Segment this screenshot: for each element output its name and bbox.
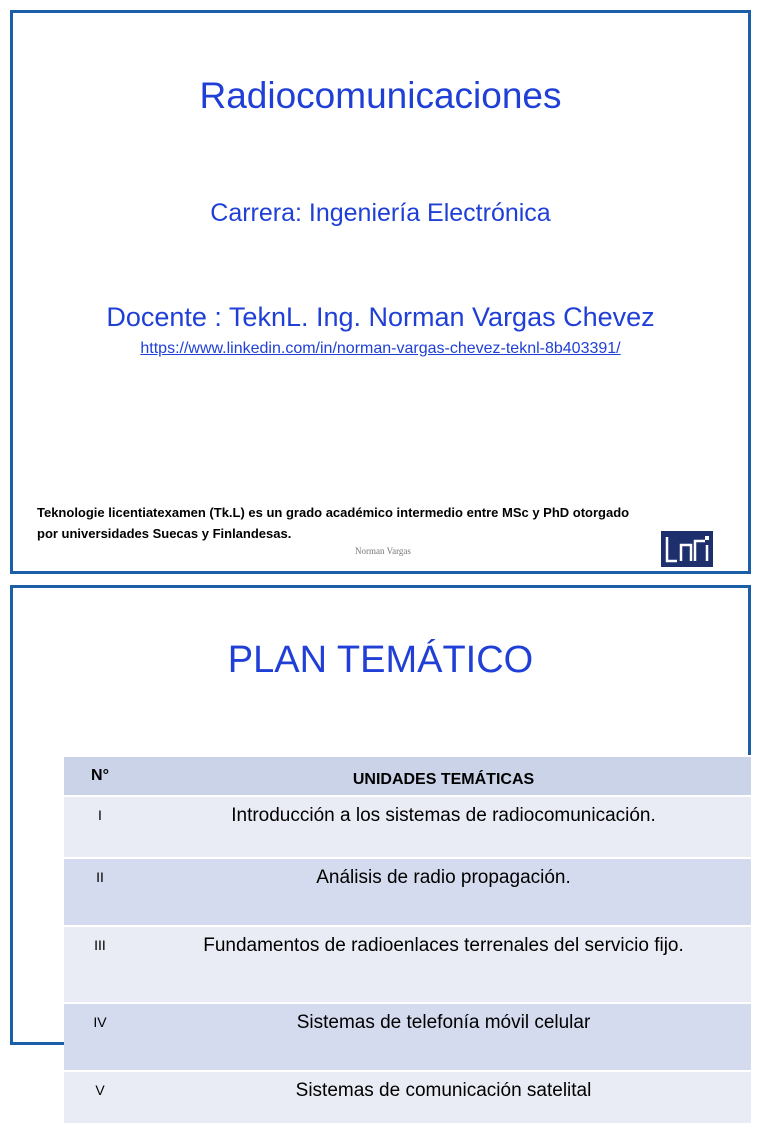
row-topic: Fundamentos de radioenlaces terrenales del servicio fijo. [136, 926, 751, 1003]
topics-table [64, 755, 751, 1123]
row-topic: Sistemas de telefonía móvil celular [136, 1003, 751, 1071]
university-logo-icon [661, 531, 713, 567]
degree-footnote [37, 502, 727, 544]
header-units: UNIDADES TEMÁTICAS [136, 756, 751, 796]
table-row [64, 1003, 751, 1071]
row-topic: Análisis de radio propagación. [136, 858, 751, 926]
linkedin-link[interactable]: https://www.linkedin.com/in/norman-vargas-chevez-teknl-8b403391/ [140, 340, 621, 357]
plan-title: PLAN TEMÁTICO [227, 639, 534, 681]
career-label: Carrera: Ingeniería Electrónica [210, 199, 551, 227]
header-number: N° [64, 756, 136, 796]
table-row [64, 796, 751, 858]
row-topic: Sistemas de comunicación satelital [136, 1071, 751, 1123]
footnote-line-1: Teknologie licentiatexamen (Tk.L) es un grado académico intermedio entre MSc y PhD otorgado [37, 505, 630, 520]
row-topic: Introducción a los sistemas de radiocomunicación. [136, 796, 751, 858]
row-number: III [64, 926, 136, 1003]
plan-slide [10, 585, 751, 1101]
course-title: Radiocomunicaciones [199, 75, 562, 116]
author-footer: Norman Vargas [355, 546, 411, 556]
row-number: IV [64, 1003, 136, 1071]
row-number: I [64, 796, 136, 858]
table-row [64, 1071, 751, 1123]
title-slide [10, 10, 751, 574]
table-row [64, 858, 751, 926]
footnote-line-2: por universidades Suecas y Finlandesas. [37, 526, 292, 541]
table-header-row [64, 756, 751, 796]
teacher-name: Docente : TeknL. Ing. Norman Vargas Chevez [106, 302, 655, 332]
table-row [64, 926, 751, 1003]
row-number: II [64, 858, 136, 926]
row-number: V [64, 1071, 136, 1123]
